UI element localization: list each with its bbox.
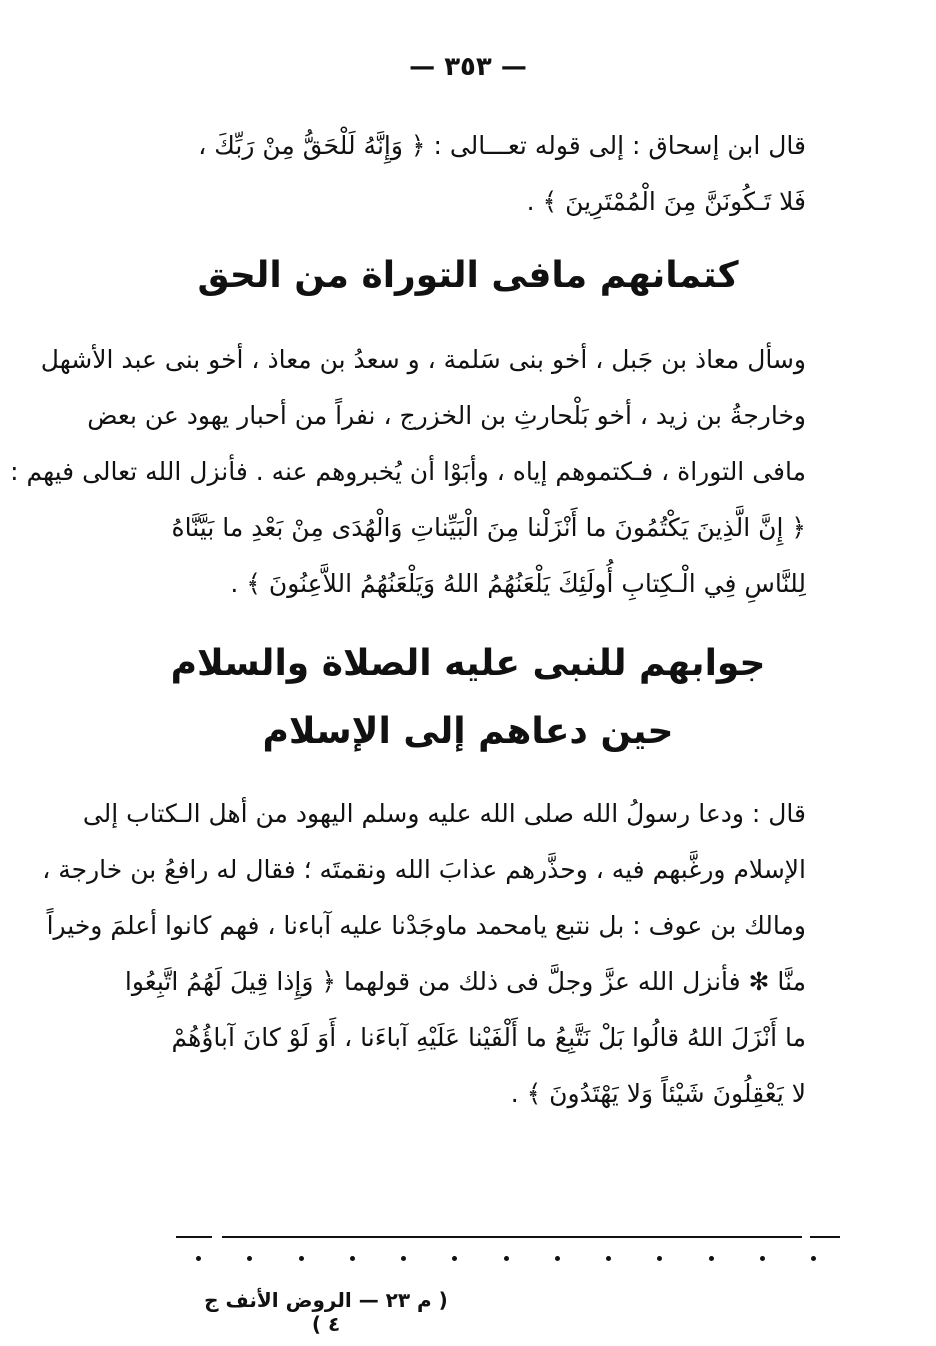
text-line: ﴿ إِنَّ الَّذِينَ يَكْتُمُونَ ما أَنْزَلْنا مِنَ الْبَيِّناتِ وَالْهُدَى مِنْ بَعْدِ ما بَيَّنَّاهُ [171, 513, 806, 542]
text-line: ما أَنْزَلَ اللهُ قالُوا بَلْ نَتَّبِعُ ما أَلْفَيْنا عَلَيْهِ آباءَنا ، أَوَ لَوْ كانَ آباؤُهُمْ [171, 1023, 806, 1052]
footer-rule [176, 1230, 840, 1270]
paragraph-ibn-ishaq [186, 118, 806, 230]
dot [247, 1256, 252, 1261]
text-line: لا يَعْقِلُونَ شَيْئاً وَلا يَهْتَدُونَ ﴾ . [510, 1079, 806, 1108]
text-line: مافى التوراة ، فـكتموهم إياه ، وأبَوْا أن يُخبروهم عنه . فأنزل الله تعالى فيهم : [10, 457, 806, 486]
rule-segment [222, 1236, 802, 1238]
dot [504, 1256, 509, 1261]
text-line: منَّا ✻ فأنزل الله عزَّ وجلَّ فى ذلك من قولهما ﴿ وَإِذا قِيلَ لَهُمُ اتَّبِعُوا [124, 967, 806, 996]
section-heading-concealment: كتمانهم مافى التوراة من الحق [197, 255, 739, 296]
rule-segment [176, 1236, 212, 1238]
paragraph-concealment [10, 332, 806, 612]
dot [555, 1256, 560, 1261]
paragraph-invitation [42, 786, 806, 1122]
text-line: قال ابن إسحاق : إلى قوله تعـــالى : ﴿ وَإِنَّهُ لَلْحَقُّ مِنْ رَبِّكَ ، [198, 131, 806, 160]
text-line: الإسلام ورغَّبهم فيه ، وحذَّرهم عذابَ الله ونقمتَه ؛ فقال له رافعُ بن خارجة ، [42, 855, 806, 884]
dot [452, 1256, 457, 1261]
dot [299, 1256, 304, 1261]
text-line: ومالك بن عوف : بل نتبع يامحمد ماوجَدْنا عليه آباءنا ، فهم كانوا أعلمَ وخيراً [46, 911, 806, 940]
dot [350, 1256, 355, 1261]
section-heading-answer-subtitle: حين دعاهم إلى الإسلام [262, 711, 674, 752]
dot [760, 1256, 765, 1261]
dot [657, 1256, 662, 1261]
dot [811, 1256, 816, 1261]
text-line: قال : ودعا رسولُ الله صلى الله عليه وسلم اليهود من أهل الـكتاب إلى [82, 799, 806, 828]
dotted-line [196, 1256, 816, 1261]
dot [606, 1256, 611, 1261]
text-line: وخارجةُ بن زيد ، أخو بَلْحارثِ بن الخزرج ، نفراً من أحبار يهود عن بعض [87, 401, 806, 430]
dot [709, 1256, 714, 1261]
text-line: فَلا تَـكُونَنَّ مِنَ الْمُمْتَرِينَ ﴾ . [526, 187, 806, 216]
text-line: وسأل معاذ بن جَبل ، أخو بنى سَلمة ، و سعدُ بن معاذ ، أخو بنى عبد الأشهل [40, 345, 806, 374]
signature-mark: ( م ٢٣ — الروض الأنف ج ٤ ) [204, 1288, 448, 1336]
text-line: لِلنَّاسِ فِي الْـكِتابِ أُولَئِكَ يَلْعَنُهُمُ اللهُ وَيَلْعَنُهُمُ اللاَّعِنُونَ ﴾ . [230, 569, 806, 598]
section-heading-answer: جوابهم للنبى عليه الصلاة والسلام [170, 643, 766, 684]
dot [196, 1256, 201, 1261]
page-number: — ٣٥٣ — [409, 52, 527, 82]
dot [401, 1256, 406, 1261]
rule-segment [810, 1236, 840, 1238]
